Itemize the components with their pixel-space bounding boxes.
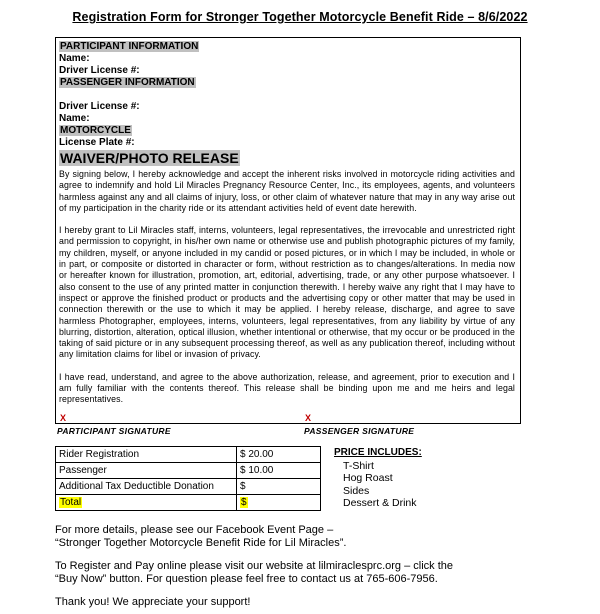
total-amount-field[interactable]: $ [241,496,247,508]
facebook-note-line1: For more details, please see our Facebook Event Page – [55,523,334,536]
motorcycle-section-header: MOTORCYCLE [60,125,131,136]
passenger-price-amount: $ 10.00 [237,462,321,478]
passenger-section-header-row [59,77,515,89]
participant-section-header-row [59,41,515,53]
rider-registration-amount: $ 20.00 [237,446,321,462]
price-row-total [56,494,321,510]
waiver-section-header-row [59,150,515,168]
rider-registration-label: Rider Registration [56,446,237,462]
passenger-signature-label: PASSENGER SIGNATURE [304,425,415,436]
passenger-signature-x-mark[interactable]: X [305,412,312,423]
price-includes-item-hog-roast: Hog Roast [343,472,393,485]
participant-signature-x-mark[interactable]: X [60,412,67,423]
motorcycle-section-header-row [59,125,515,137]
register-note-line1: To Register and Pay online please visit our website at lilmiraclesprc.org – click the [55,559,454,572]
thank-you-note: Thank you! We appreciate your support! [55,595,251,608]
price-includes-header: PRICE INCLUDES: [334,446,422,458]
price-row-rider [56,446,321,462]
passenger-license-field[interactable] [59,101,515,113]
signature-x-row [59,409,515,423]
participant-license-label: Driver License #: [59,65,140,76]
license-plate-label: License Plate #: [59,137,135,148]
license-plate-field[interactable] [59,137,515,149]
passenger-section-header: PASSENGER INFORMATION [60,77,195,88]
passenger-name-field[interactable] [59,113,515,125]
facebook-note-line2: “Stronger Together Motorcycle Benefit Ride for Lil Miracles”. [55,536,347,549]
donation-amount-field[interactable]: $ [237,478,321,494]
price-includes-block [334,446,422,511]
participant-license-field[interactable] [59,65,515,77]
register-note-line2: “Buy Now” button. For question please feel free to contact us at 765-606-7956. [55,572,438,585]
price-row-passenger [56,462,321,478]
total-label: Total [60,496,82,508]
passenger-blank-row[interactable] [59,89,515,101]
participant-signature-label: PARTICIPANT SIGNATURE [57,425,171,436]
donation-label: Additional Tax Deductible Donation [56,478,237,494]
participant-name-field[interactable] [59,53,515,65]
waiver-paragraph-risk: By signing below, I hereby acknowledge and accept the inherent risks involved in motorcycle riding activities and agree to indemnify and hold Lil Miracles Pregnancy Resource Center, Inc., its employees, agents, and volunteers harmless against any and all claims of injury, loss, or other claim of whatever nature that may in any way arise out of my participation in the charity ride or its attendant activities held of event date herewith. [59,169,515,213]
passenger-license-label: Driver License #: [59,101,140,112]
participant-section-header: PARTICIPANT INFORMATION [60,41,199,52]
signature-labels-row [55,424,600,440]
waiver-text [59,169,515,406]
facebook-note [55,524,600,550]
total-amount-cell[interactable] [237,494,321,510]
price-includes-item-dessert: Dessert & Drink [343,497,417,510]
waiver-paragraph-agreement: I have read, understand, and agree to the above authorization, release, and agreement, prior to execution and I am fully familiar with the contents thereof. This release shall be binding upon me and me heirs and legal representatives. [59,371,515,405]
form-box [55,37,521,424]
price-row-donation [56,478,321,494]
passenger-name-label: Name: [59,113,90,124]
price-includes-item-tshirt: T-Shirt [343,459,374,472]
price-table [55,446,321,511]
waiver-section-header: WAIVER/PHOTO RELEASE [60,150,239,166]
waiver-paragraph-photo-release: I hereby grant to Lil Miracles staff, interns, volunteers, legal representatives, the irrevocable and unrestricted right and permission to copyright, in his/her own name or otherwise use and publish photographic pictures of my family, my children, myself, or anyone included in my candid or posed pictures, or in which I may be included, in whole or in part, or composite or distorted in character or form, without restriction as to changes/alterations. In media now or hereafter known for illustration, promotion, art, editorial, advertising, trade, or any other purpose whatsoever. I also consent to the use of any printed matter in conjunction therewith. I hereby waive any right that I may have to inspect or approve the finished product or products and the advertising copy or other matter that may be used in connection therewith or the use to which it may be applied. I hereby release, discharge, and agree to save harmless Photographer, employees, interns, volunteers, legal representatives, from any liability by virtue of any blurring, distortion, alteration, optical illusion, whether intentional or otherwise, that my occur or be produced in the taking of said picture or in any subsequent processing thereof, as well as any publication thereof, including without any limitation claims for libel or invasion of privacy. [59,225,515,360]
passenger-price-label: Passenger [56,462,237,478]
footer-notes [55,524,600,609]
register-note [55,560,600,586]
total-label-cell [56,494,237,510]
participant-name-label: Name: [59,53,90,64]
pricing-area [55,446,600,511]
price-includes-item-sides: Sides [343,484,370,497]
form-title: Registration Form for Stronger Together Motorcycle Benefit Ride – 8/6/2022 [72,10,528,24]
